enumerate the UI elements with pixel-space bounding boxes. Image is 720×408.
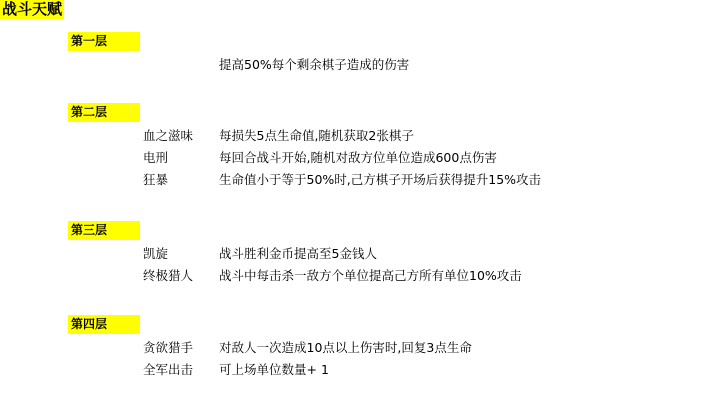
talent-name: 贪欲猎手: [143, 340, 194, 355]
talent-description: 可上场单位数量+ 1: [219, 362, 329, 377]
talent-name: 电刑: [143, 150, 169, 165]
talent-description: 生命值小于等于50%时,己方棋子开场后获得提升15%攻击: [219, 172, 542, 187]
talent-row: [68, 340, 472, 355]
talent-name: 终极猎人: [143, 268, 194, 283]
tier-entries-4: [68, 340, 472, 377]
talent-description: 对敌人一次造成10点以上伤害时,回复3点生命: [219, 340, 472, 355]
talent-row: [68, 57, 409, 72]
talent-description: 战斗胜利金币提高至5金钱人: [219, 246, 377, 261]
talent-row: [68, 246, 522, 261]
talent-name: 血之滋味: [143, 128, 194, 143]
talent-row: [68, 150, 541, 165]
tier-section-3: [68, 219, 522, 290]
talent-row: [68, 128, 541, 143]
talent-name: 狂暴: [143, 172, 169, 187]
talent-description: 每损失5点生命值,随机获取2张棋子: [219, 128, 414, 143]
talent-row: [68, 362, 472, 377]
tier-entries-3: [68, 246, 522, 283]
tier-header-4: 第四层: [68, 315, 140, 334]
talent-description: 提高50%每个剩余棋子造成的伤害: [219, 57, 410, 72]
tier-header-2: 第二层: [68, 103, 140, 122]
tier-header-3: 第三层: [68, 221, 140, 240]
talent-row: [68, 268, 522, 283]
talent-row: [68, 172, 541, 187]
page-title: 战斗天赋: [2, 0, 63, 18]
talent-description: 战斗中每击杀一敌方个单位提高己方所有单位10%攻击: [219, 268, 522, 283]
tier-section-1: [68, 30, 409, 79]
tier-header-1: 第一层: [68, 32, 140, 51]
tier-entries-2: [68, 128, 541, 187]
tier-section-2: [68, 101, 541, 194]
tier-entries-1: [68, 57, 409, 72]
talent-name: 全军出击: [143, 362, 194, 377]
talent-name: 凯旋: [143, 246, 169, 261]
talent-description: 每回合战斗开始,随机对敌方位单位造成600点伤害: [219, 150, 497, 165]
tier-section-4: [68, 313, 472, 384]
